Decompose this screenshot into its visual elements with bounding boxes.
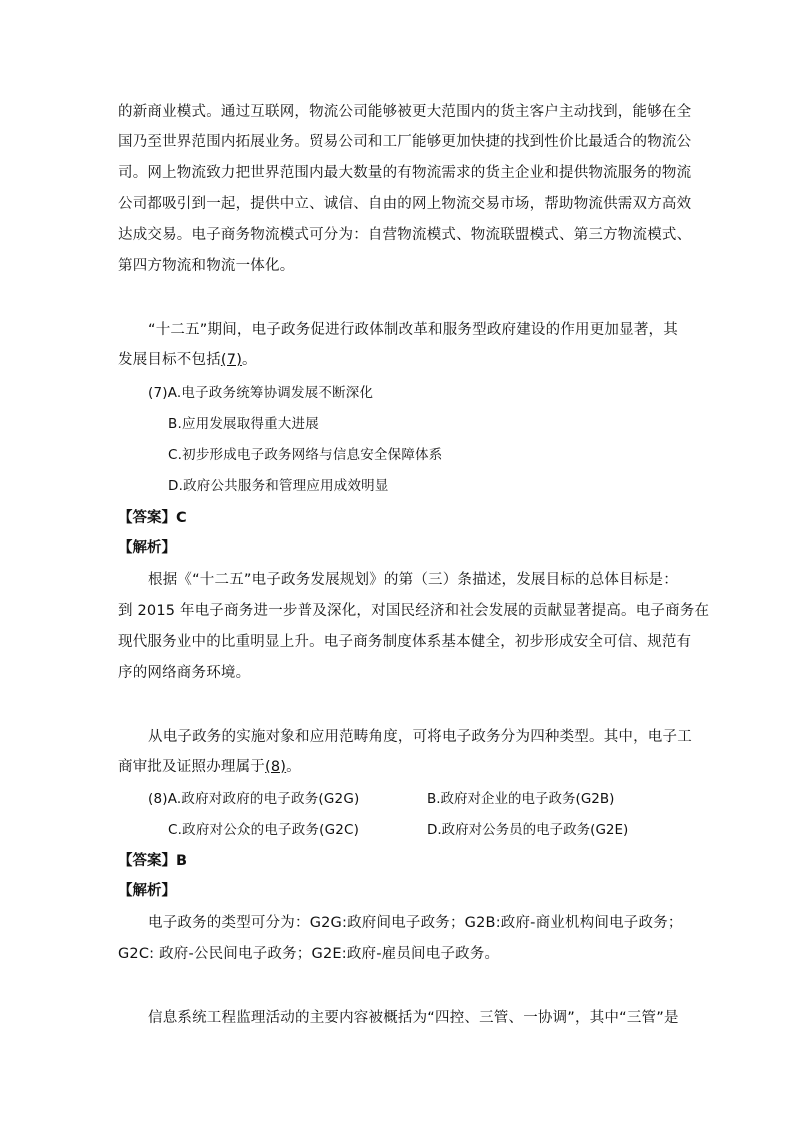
- q8-analysis-line-2: G2C: 政府-公民间电子政务；G2E:政府-雇员间电子政务。: [118, 946, 500, 962]
- q8-stem-line-1: 从电子政务的实施对象和应用范畴角度，可将电子政务分为四种类型。其中，电子工: [148, 729, 692, 745]
- q8-option-c: C.政府对公众的电子政务(G2C): [168, 822, 360, 838]
- intro-line-6: 第四方物流和物流一体化。: [118, 258, 295, 274]
- q7-analysis-line-1: 根据《“十二五”电子政务发展规划》的第（三）条描述，发展目标的总体目标是：: [148, 572, 678, 588]
- q8-option-a: (8)A.政府对政府的电子政务(G2G): [148, 791, 360, 807]
- intro-line-4: 公司都吸引到一起，提供中立、诚信、自由的网上物流交易市场，帮助物流供需双方高效: [118, 196, 692, 212]
- intro-line-3: 司。网上物流致力把世界范围内最大数量的有物流需求的货主企业和提供物流服务的物流: [118, 165, 692, 181]
- q7-stem-prefix: 发展目标不包括: [118, 352, 221, 368]
- intro-line-5: 达成交易。电子商务物流模式可分为：自营物流模式、物流联盟模式、第三方物流模式、: [118, 227, 692, 243]
- q7-option-b: B.应用发展取得重大进展: [168, 416, 319, 432]
- q7-analysis-line-4: 序的网络商务环境。: [118, 665, 251, 681]
- q7-stem-line-2: [118, 350, 257, 370]
- q7-answer-label: 【答案】: [118, 510, 176, 526]
- q7-blank: (7): [220, 352, 243, 368]
- q8-answer-label: 【答案】: [118, 853, 176, 869]
- q7-analysis-line-3: 现代服务业中的比重明显上升。电子商务制度体系基本健全，初步形成安全可信、规范有: [118, 634, 692, 650]
- q7-stem-line-1: “十二五”期间，电子政务促进行政体制改革和服务型政府建设的作用更加显著，其: [148, 322, 678, 338]
- q8-option-d: D.政府对公务员的电子政务(G2E): [427, 822, 629, 838]
- q7-stem-suffix: 。: [242, 352, 257, 368]
- q7-answer-value: C: [176, 510, 187, 526]
- q8-analysis-line-1: 电子政务的类型可分为：G2G:政府间电子政务；G2B:政府-商业机构间电子政务；: [148, 915, 683, 931]
- q7-option-c: C.初步形成电子政务网络与信息安全保障体系: [168, 447, 443, 463]
- q8-stem-line-2: [118, 757, 301, 777]
- q7-option-d: D.政府公共服务和管理应用成效明显: [168, 478, 389, 494]
- q7-answer: [118, 508, 187, 528]
- q8-analysis-label: 【解析】: [118, 883, 176, 899]
- q7-option-a: (7)A.电子政务统筹协调发展不断深化: [148, 385, 374, 401]
- intro-line-1: 的新商业模式。通过互联网，物流公司能够被更大范围内的货主客户主动找到，能够在全: [118, 104, 692, 120]
- q8-stem-suffix: 。: [286, 759, 301, 775]
- q8-stem-prefix: 商审批及证照办理属于: [118, 759, 265, 775]
- q7-analysis-line-2: 到 2015 年电子商务进一步普及深化，对国民经济和社会发展的贡献显著提高。电子商务在: [118, 603, 710, 619]
- q8-answer: [118, 851, 187, 871]
- q8-option-b: B.政府对企业的电子政务(G2B): [427, 791, 615, 807]
- q8-blank: (8): [265, 759, 287, 775]
- q8-answer-value: B: [176, 853, 188, 869]
- q9-stem-line-1: 信息系统工程监理活动的主要内容被概括为“四控、三管、一协调”，其中“三管”是: [148, 1010, 679, 1026]
- q7-analysis-label: 【解析】: [118, 540, 176, 556]
- intro-line-2: 国乃至世界范围内拓展业务。贸易公司和工厂能够更加快捷的找到性价比最适合的物流公: [118, 134, 692, 150]
